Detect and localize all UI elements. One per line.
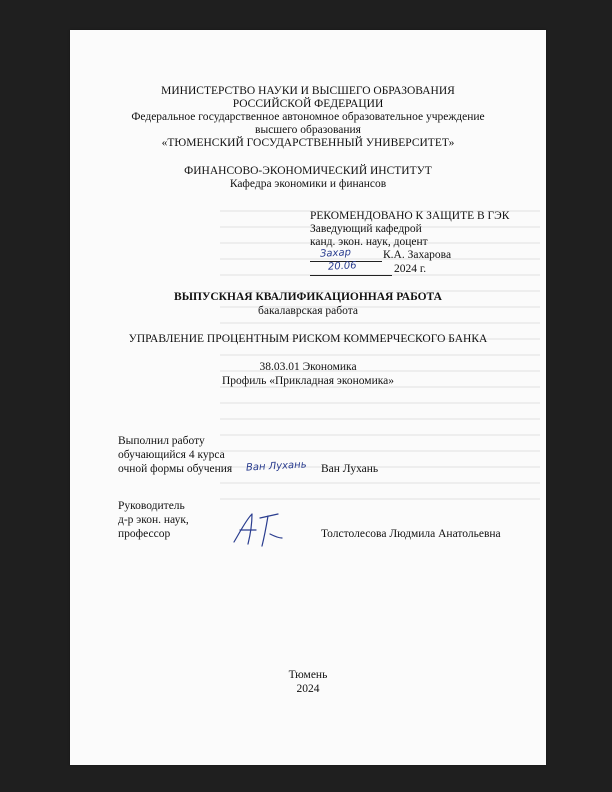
head-signature: Захар bbox=[319, 247, 352, 260]
institution-line-1: Федеральное государственное автономное образовательное учреждение bbox=[131, 111, 485, 123]
ministry-line-2: РОССИЙСКОЙ ФЕДЕРАЦИИ bbox=[232, 98, 384, 110]
approval-role: Заведующий кафедрой bbox=[310, 223, 422, 235]
institution-line-2: высшего образования bbox=[255, 124, 361, 136]
approval-name: К.А. Захарова bbox=[383, 249, 452, 261]
footer-city: Тюмень bbox=[288, 669, 328, 681]
footer-year: 2024 bbox=[296, 683, 320, 695]
supervisor-label-3: профессор bbox=[118, 528, 171, 540]
supervisor-label-1: Руководитель bbox=[118, 500, 185, 512]
author-name: Ван Лухань bbox=[321, 463, 379, 475]
author-label-1: Выполнил работу bbox=[118, 435, 205, 447]
approval-title: РЕКОМЕНДОВАНО К ЗАЩИТЕ В ГЭК bbox=[310, 210, 510, 222]
approval-degree: канд. экон. наук, доцент bbox=[310, 236, 428, 248]
work-topic: УПРАВЛЕНИЕ ПРОЦЕНТНЫМ РИСКОМ КОММЕРЧЕСКОГО БАНКА bbox=[128, 333, 488, 345]
author-label-3: очной формы обучения bbox=[118, 463, 233, 475]
date-underline bbox=[310, 275, 392, 276]
ministry-line-1: МИНИСТЕРСТВО НАУКИ И ВЫСШЕГО ОБРАЗОВАНИЯ bbox=[161, 85, 455, 97]
university-name: «ТЮМЕНСКИЙ ГОСУДАРСТВЕННЫЙ УНИВЕРСИТЕТ» bbox=[161, 137, 455, 149]
approval-year: 2024 г. bbox=[394, 263, 427, 275]
supervisor-signature bbox=[230, 508, 286, 548]
author-signature: Ван Лухань bbox=[245, 459, 307, 474]
document-page bbox=[70, 30, 546, 765]
work-level: бакалаврская работа bbox=[258, 305, 358, 317]
department-name: Кафедра экономики и финансов bbox=[229, 178, 387, 190]
supervisor-name: Толстолесова Людмила Анатольевна bbox=[321, 528, 501, 540]
work-type: ВЫПУСКНАЯ КВАЛИФИКАЦИОННАЯ РАБОТА bbox=[174, 291, 442, 303]
specialty-profile: Профиль «Прикладная экономика» bbox=[221, 375, 394, 387]
author-label-2: обучающийся 4 курса bbox=[118, 449, 225, 461]
supervisor-label-2: д-р экон. наук, bbox=[118, 514, 189, 526]
specialty-code: 38.03.01 Экономика bbox=[259, 361, 357, 373]
handwritten-date: 20.06 bbox=[327, 260, 357, 273]
institute-name: ФИНАНСОВО-ЭКОНОМИЧЕСКИЙ ИНСТИТУТ bbox=[184, 165, 432, 177]
